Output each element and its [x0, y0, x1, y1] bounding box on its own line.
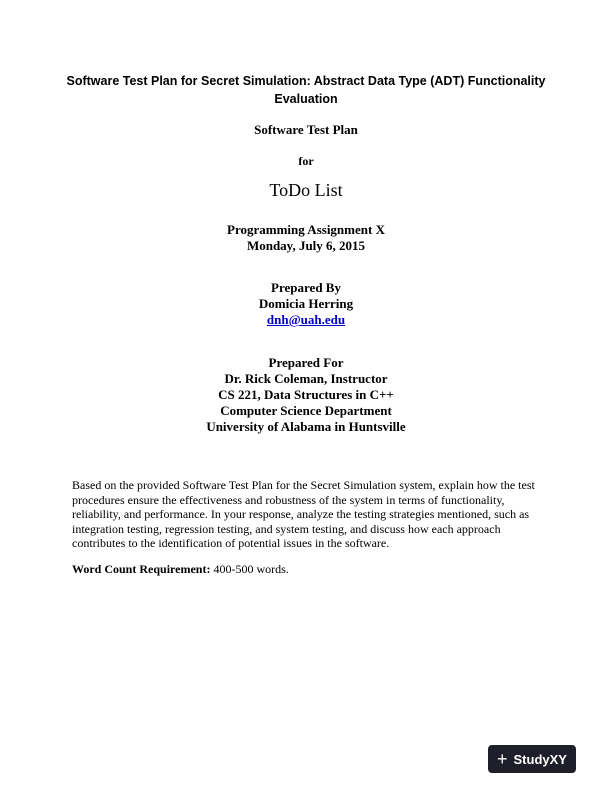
studyxy-logo-text: StudyXY	[513, 751, 567, 767]
heading-line-1: Software Test Plan for Secret Simulation: Abstract Data Type (ADT) Functionality	[66, 74, 546, 88]
prompt-line: Based on the provided Software Test Plan for the Secret Simulation system, explain how the test	[72, 478, 535, 492]
prepared-for-label: Prepared For	[268, 355, 344, 370]
plus-icon: +	[497, 749, 508, 769]
document-title: ToDo List	[269, 180, 343, 200]
assignment-date: Monday, July 6, 2015	[246, 238, 366, 253]
department-name: Computer Science Department	[220, 403, 392, 418]
word-count-value: 400-500 words.	[210, 562, 289, 576]
document-heading	[60, 72, 552, 108]
prompt-line: contributes to the identification of potential issues in the software.	[72, 536, 390, 550]
assignment-name: Programming Assignment X	[227, 222, 385, 237]
author-name: Domicia Herring	[258, 296, 354, 311]
assignment-prompt	[72, 478, 542, 551]
prompt-line: procedures ensure the effectiveness and robustness of the system in terms of functionality,	[72, 492, 505, 507]
prepared-by-block	[0, 280, 612, 328]
assignment-block	[0, 222, 612, 254]
for-label: for	[298, 154, 314, 168]
recipient-name: Dr. Rick Coleman, Instructor	[224, 371, 388, 386]
author-email-link[interactable]: dnh@uah.edu	[266, 312, 346, 327]
course-name: CS 221, Data Structures in C++	[218, 387, 394, 402]
word-count-requirement	[72, 562, 289, 577]
heading-line-2: Evaluation	[274, 92, 338, 106]
prepared-by-label: Prepared By	[271, 280, 341, 295]
studyxy-badge[interactable]	[488, 745, 576, 773]
plan-label: Software Test Plan	[254, 122, 358, 137]
university-name: University of Alabama in Huntsville	[206, 419, 406, 434]
prompt-line: reliability, and performance. In your response, analyze the testing strategies mentioned, such as	[72, 507, 530, 521]
prompt-line: integration testing, regression testing, and system testing, and discuss how each approach	[72, 521, 501, 536]
prepared-for-block	[0, 355, 612, 435]
word-count-label: Word Count Requirement:	[72, 562, 211, 576]
